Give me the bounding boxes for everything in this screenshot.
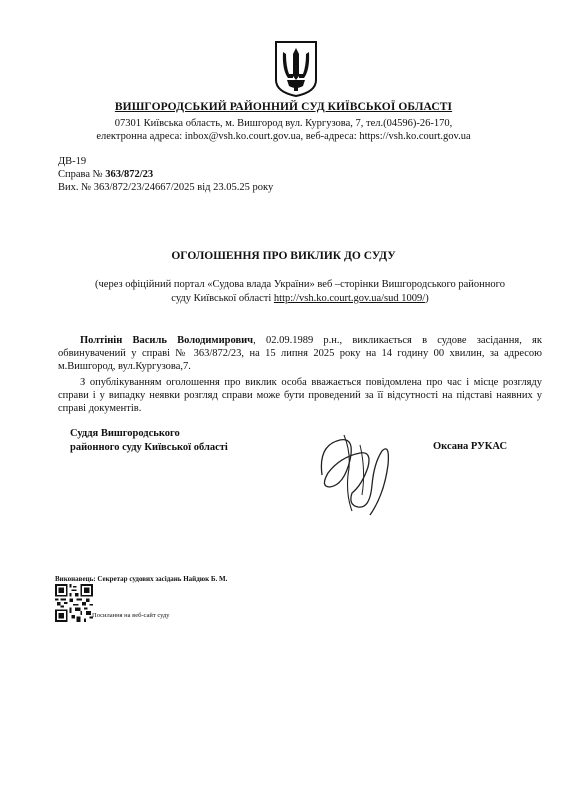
court-contacts: електронна адреса: inbox@vsh.ko.court.gov.ua, веб-адреса: https://vsh.ko.court.gov.ua xyxy=(96,131,471,142)
outgoing-number: Вих. № 363/872/23/24667/2025 від 23.05.25 року xyxy=(58,182,274,193)
defendant-name: Полтінін Василь Володимирович xyxy=(80,335,254,346)
notice-subtitle-line1: (через офіційний портал «Судова влада України» веб –сторінки Вишгородського районного xyxy=(95,279,505,290)
consequences-paragraph: З опублікуванням оголошення про виклик особа вважається повідомлена про час і місце розгляду справи і у випадку неявки розгляд справи може бути проведений за її відсутності на підставі наявних у справі документів. xyxy=(58,377,542,414)
case-number xyxy=(58,168,153,181)
document-code: ДВ-19 xyxy=(58,156,87,167)
notice-title: ОГОЛОШЕННЯ ПРО ВИКЛИК ДО СУДУ xyxy=(171,250,396,262)
qr-code-caption: Посилання на веб-сайт суду xyxy=(92,612,170,619)
court-name: ВИШГОРОДСЬКИЙ РАЙОННИЙ СУД КИЇВСЬКОЇ ОБЛАСТІ xyxy=(114,101,453,113)
court-portal-link[interactable]: http://vsh.ko.court.gov.ua/sud 1009/ xyxy=(273,293,426,304)
judge-title-line1: Суддя Вишгородського xyxy=(70,428,180,439)
subtitle-close: ) xyxy=(425,293,429,304)
summons-paragraph xyxy=(58,334,542,373)
summons-details: , 02.09.1989 р.н., викликається в судове засідання, як обвинувачений у справі № 363/872/23, на 15 липня 2025 року на 14 годину 00 хвилин, за адресою м.Вишгород, вул.Кургузова,7. xyxy=(58,335,542,372)
case-label: Справа № xyxy=(58,169,106,180)
judge-name: Оксана РУКАС xyxy=(433,441,508,452)
judge-signature xyxy=(300,415,410,525)
judge-title-line2: районного суду Київської області xyxy=(70,442,228,453)
subtitle-text: суду Київської області xyxy=(171,293,274,304)
qr-code-icon[interactable] xyxy=(55,584,93,622)
court-address: 07301 Київська область, м. Вишгород вул. Кургузова, 7, тел.(04596)-26-170, xyxy=(114,118,453,129)
notice-subtitle-line2 xyxy=(40,292,560,306)
case-number-value: 363/872/23 xyxy=(105,169,154,180)
coat-of-arms-icon xyxy=(274,40,318,98)
executor-note: Виконавець: Секретар судових засідань Найдюк Б. М. xyxy=(55,575,228,583)
